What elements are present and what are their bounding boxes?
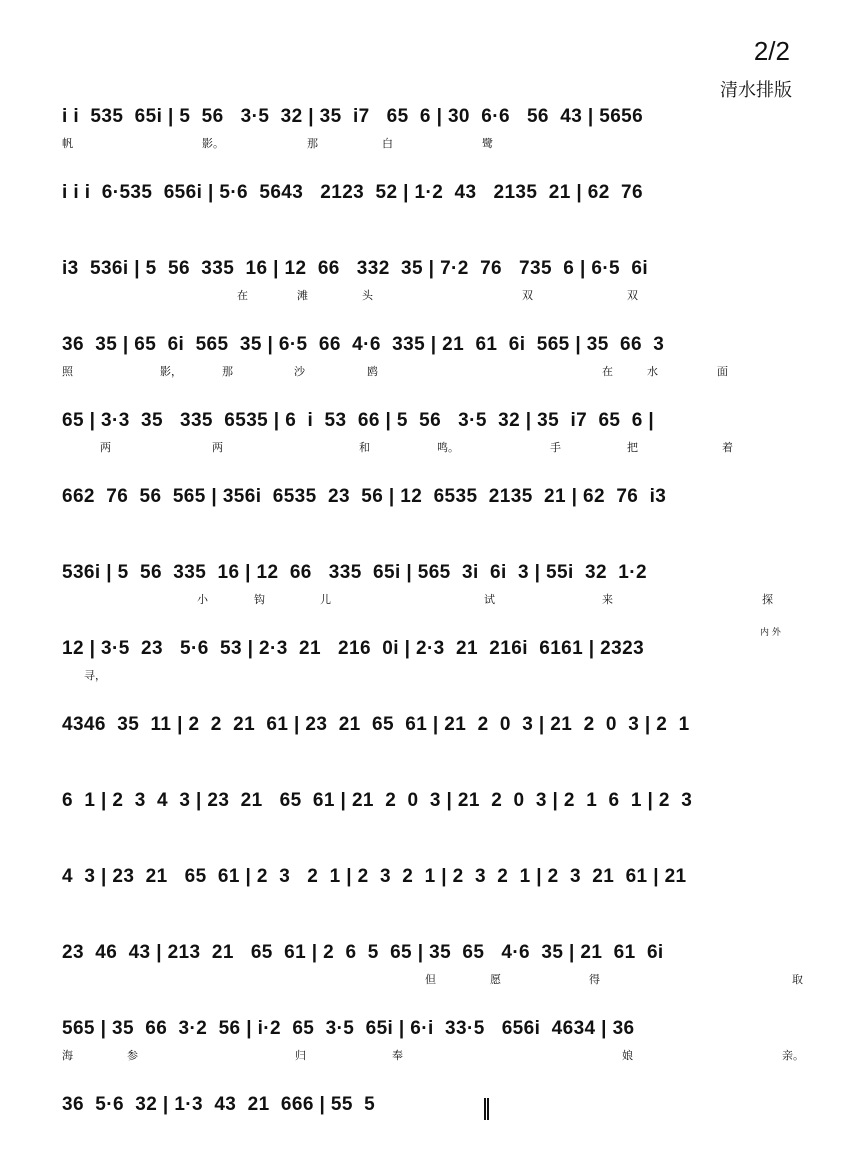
lyric-char: 娘 [622,1049,633,1062]
lyric-char: 鸥 [367,365,378,378]
lyric-char: 影， [160,365,182,378]
credit-label: 清水排版 [720,80,792,101]
notation-line: i i i 6·535 656i | 5·6 5643 2123 52 | 1·2 43 2135 21 | 62 76 [62,182,643,203]
inner-mark: 内 [760,628,770,638]
lyric-line [62,515,798,533]
score-row [62,1018,804,1074]
lyric-char: 那 [222,365,233,378]
notation-line: 662 76 56 565 | 356i 6535 23 56 | 12 6535 2135 21 | 62 76 i3 [62,486,667,507]
lyric-line [62,591,798,609]
lyric-char: 参 [127,1049,138,1062]
lyric-line [62,743,798,761]
lyric-char: 滩 [297,289,308,302]
lyric-char: 把 [627,441,638,454]
lyric-char: 归 [295,1049,306,1062]
lyric-line [62,971,803,989]
lyric-char: 手 [550,441,561,454]
lyric-line [62,819,798,837]
score-row [62,790,798,846]
score-row [62,258,798,314]
lyric-char: 儿 [320,593,331,606]
lyric-char: 但 [425,973,436,986]
lyric-char: 双 [522,289,533,302]
score-row [62,182,798,238]
score-row [62,334,798,390]
score-row [62,638,798,694]
lyric-char: 帆 [62,137,73,150]
outer-mark: 外 [771,628,781,638]
lyric-char: 鹭 [482,137,493,150]
score-row [62,866,798,922]
lyric-char: 来 [602,593,613,606]
lyric-line [62,1123,798,1141]
lyric-char: 那 [307,137,318,150]
score-row [62,106,798,162]
notation-line: 12 | 3·5 23 5·6 53 | 2·3 21 216 0i | 2·3 21 216i 6161 | 2323 [62,638,645,659]
notation-line: 36 5·6 32 | 1·3 43 21 666 | 55 5 [62,1094,376,1115]
lyric-char: 小 [197,593,208,606]
lyric-char: 试 [484,593,495,606]
lyric-char: 影。 [202,137,224,150]
notation-line: 565 | 35 66 3·2 56 | i·2 65 3·5 65i | 6·i 33·5 656i 4634 | 36 [62,1018,635,1039]
inner-outer-marks [760,625,781,638]
lyric-line [62,287,798,305]
lyric-char: 探 [762,593,773,606]
lyric-line [62,667,798,685]
final-barline [484,1098,489,1120]
lyric-line [62,135,798,153]
lyric-char: 两 [100,441,111,454]
lyric-char: 着 [722,441,733,454]
lyric-char: 取 [792,973,803,986]
score-row [62,942,803,998]
notation-line: i i 535 65i | 5 56 3·5 32 | 35 i7 65 6 | 30 6·6 56 43 | 5656 [62,106,644,127]
lyric-char: 寻， [84,669,106,682]
lyric-line [62,439,798,457]
lyric-char: 面 [717,365,728,378]
score-row [62,486,798,542]
lyric-char: 头 [362,289,373,302]
lyric-line [62,363,798,381]
lyric-char: 照 [62,365,73,378]
lyric-line [62,1047,804,1065]
notation-line: 536i | 5 56 335 16 | 12 66 335 65i | 565 3i 6i 3 | 55i 32 1·2 [62,562,647,583]
score-row [62,714,798,770]
lyric-char: 在 [237,289,248,302]
lyric-char: 鸣。 [437,441,459,454]
notation-line: 6 1 | 2 3 4 3 | 23 21 65 61 | 21 2 0 3 | 21 2 0 3 | 2 1 6 1 | 2 3 [62,790,693,811]
lyric-char: 两 [212,441,223,454]
lyric-char: 双 [627,289,638,302]
notation-line: 65 | 3·3 35 335 6535 | 6 i 53 66 | 5 56 3·5 32 | 35 i7 65 6 | [62,410,655,431]
score-row [62,410,798,466]
lyric-line [62,895,798,913]
lyric-char: 在 [602,365,613,378]
lyric-char: 亲。 [782,1049,804,1062]
notation-line: 4 3 | 23 21 65 61 | 2 3 2 1 | 2 3 2 1 | 2 3 2 1 | 2 3 21 61 | 21 [62,866,687,887]
lyric-line [62,211,798,229]
score-row [62,1094,798,1150]
lyric-char: 沙 [294,365,305,378]
lyric-char: 钩 [254,593,265,606]
lyric-char: 水 [647,365,658,378]
lyric-char: 奉 [392,1049,403,1062]
lyric-char: 海 [62,1049,73,1062]
notation-line: 36 35 | 65 6i 565 35 | 6·5 66 4·6 335 | 21 61 6i 565 | 35 66 3 [62,334,665,355]
lyric-char: 得 [589,973,600,986]
notation-line: 23 46 43 | 213 21 65 61 | 2 6 5 65 | 35 65 4·6 35 | 21 61 6i [62,942,664,963]
page-number: 2/2 [753,36,790,66]
lyric-char: 愿 [490,973,501,986]
lyric-char: 和 [359,441,370,454]
notation-line: i3 536i | 5 56 335 16 | 12 66 332 35 | 7·2 76 735 6 | 6·5 6i [62,258,649,279]
lyric-char: 白 [382,137,393,150]
notation-line: 4346 35 11 | 2 2 21 61 | 23 21 65 61 | 21 2 0 3 | 21 2 0 3 | 2 1 [62,714,690,735]
score-row [62,562,798,618]
